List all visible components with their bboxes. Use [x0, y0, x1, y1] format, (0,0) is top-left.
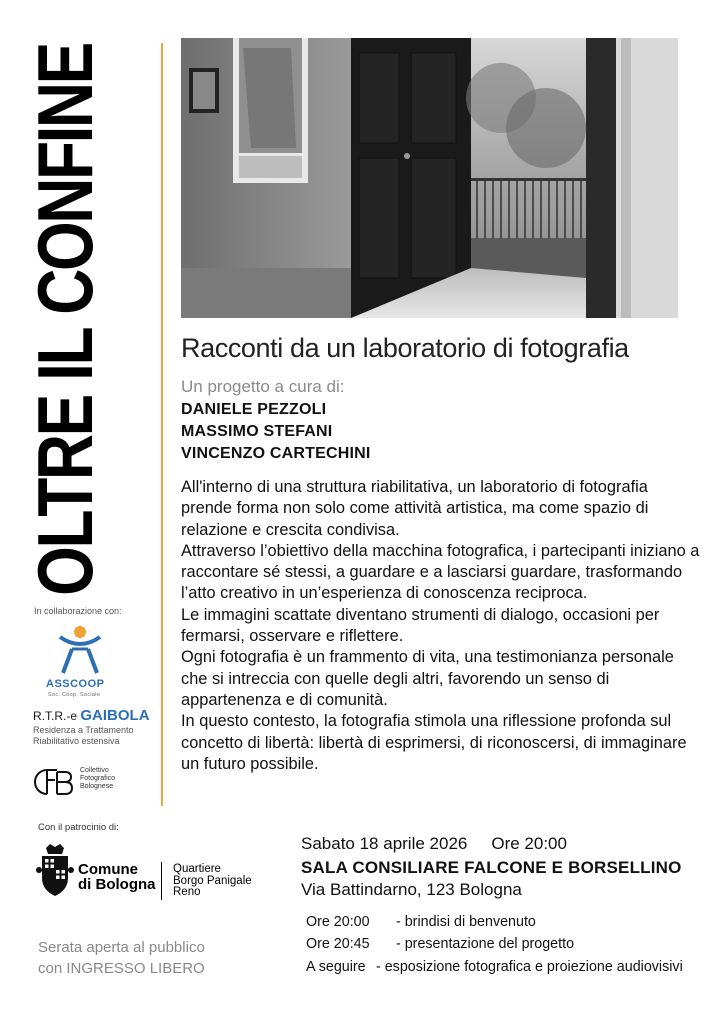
- schedule-item: [306, 914, 536, 930]
- paragraph: In questo contesto, la fotografia stimola una riflessione profonda sul concetto di libertà: libertà di esprimersi, di riconoscersi, di immaginare un futuro possibile.: [181, 712, 687, 773]
- rtr-description: [33, 725, 163, 747]
- asscoop-name: ASSCOOP: [46, 678, 105, 690]
- curated-by-label: Un progetto a cura di:: [181, 377, 345, 396]
- subtitle: Racconti da un laboratorio di fotografia: [181, 333, 629, 363]
- author-name: VINCENZO CARTECHINI: [181, 445, 371, 462]
- author-name: MASSIMO STEFANI: [181, 423, 333, 440]
- cfb-line: Collettivo: [80, 767, 109, 774]
- comune-di-bologna: [78, 862, 156, 892]
- event-time: Ore 20:00: [491, 834, 567, 853]
- cfb-text: [80, 767, 115, 791]
- rtr-name: GAIBOLA: [80, 707, 150, 724]
- event-date-time: [301, 834, 567, 854]
- bologna-crest-icon: [36, 844, 74, 898]
- schedule-desc: - esposizione fotografica e proiezione audiovisivi: [376, 959, 683, 975]
- schedule-time: Ore 20:00: [306, 914, 370, 930]
- quartiere-line: Borgo Panigale: [173, 874, 252, 887]
- cfb-logo-icon: [33, 766, 77, 798]
- quartiere-line: Quartiere: [173, 863, 221, 875]
- poster-title: OLTRE IL CONFINE: [21, 44, 109, 596]
- patronage-label: Con il patrocinio di:: [38, 822, 119, 833]
- comune-line: Comune: [78, 861, 138, 878]
- event-date: Sabato 18 aprile 2026: [301, 834, 468, 853]
- cfb-line: Bolognese: [80, 783, 114, 790]
- comune-line: di Bologna: [78, 876, 156, 893]
- event-venue: SALA CONSILIARE FALCONE E BORSELLINO: [301, 858, 682, 877]
- rtr-desc-line: Riabilitativo estensiva: [33, 736, 120, 746]
- vertical-title-block: [20, 40, 110, 600]
- footer-note: [38, 937, 205, 979]
- paragraph: Le immagini scattate diventano strumenti di dialogo, occasioni per fermarsi, osservare e riflettere.: [181, 605, 660, 646]
- paragraph: Attraverso l’obiettivo della macchina fotografica, i partecipanti iniziano a raccontare sé stessi, a guardare e a lasciarsi guardare, trasformando l’atto creativo in un’esperienza di conoscenza reciproca.: [181, 541, 700, 603]
- collaboration-label: In collaborazione con:: [34, 606, 122, 616]
- author-name: DANIELE PEZZOLI: [181, 401, 327, 418]
- rtr-desc-line: Residenza a Trattamento: [33, 725, 134, 735]
- schedule-desc: - brindisi di benvenuto: [396, 914, 536, 930]
- footer-line: Serata aperta al pubblico: [38, 939, 205, 956]
- asscoop-subtitle: Soc. Coop. Sociale: [48, 692, 101, 698]
- asscoop-logo-icon: [50, 625, 110, 677]
- event-address: Via Battindarno, 123 Bologna: [301, 880, 522, 899]
- schedule-time: Ore 20:45: [306, 936, 370, 952]
- paragraph: All'interno di una struttura riabilitativa, un laboratorio di fotografia prende forma non solo come attività artistica, ma come spazio di relazione e crescita condivisa.: [181, 478, 649, 539]
- rtr-gaibola: [33, 707, 150, 724]
- hero-photo: [181, 38, 678, 318]
- rtr-prefix: R.T.R.-e: [33, 709, 78, 723]
- description-text: [181, 477, 701, 775]
- paragraph: Ogni fotografia è un frammento di vita, una testimonianza personale che si intreccia con quelle degli altri, favorendo un senso di appartenenza e di comunità.: [181, 648, 674, 709]
- logo-divider: [161, 862, 162, 900]
- schedule-item: [306, 936, 574, 952]
- accent-divider: [161, 43, 163, 806]
- quartiere-line: Reno: [173, 886, 201, 898]
- schedule-time: A seguire: [306, 959, 366, 975]
- footer-line: con INGRESSO LIBERO: [38, 960, 205, 977]
- schedule-desc: - presentazione del progetto: [396, 936, 575, 952]
- quartiere-label: [173, 864, 252, 899]
- cfb-line: Fotografico: [80, 775, 116, 782]
- schedule-item: [306, 959, 683, 975]
